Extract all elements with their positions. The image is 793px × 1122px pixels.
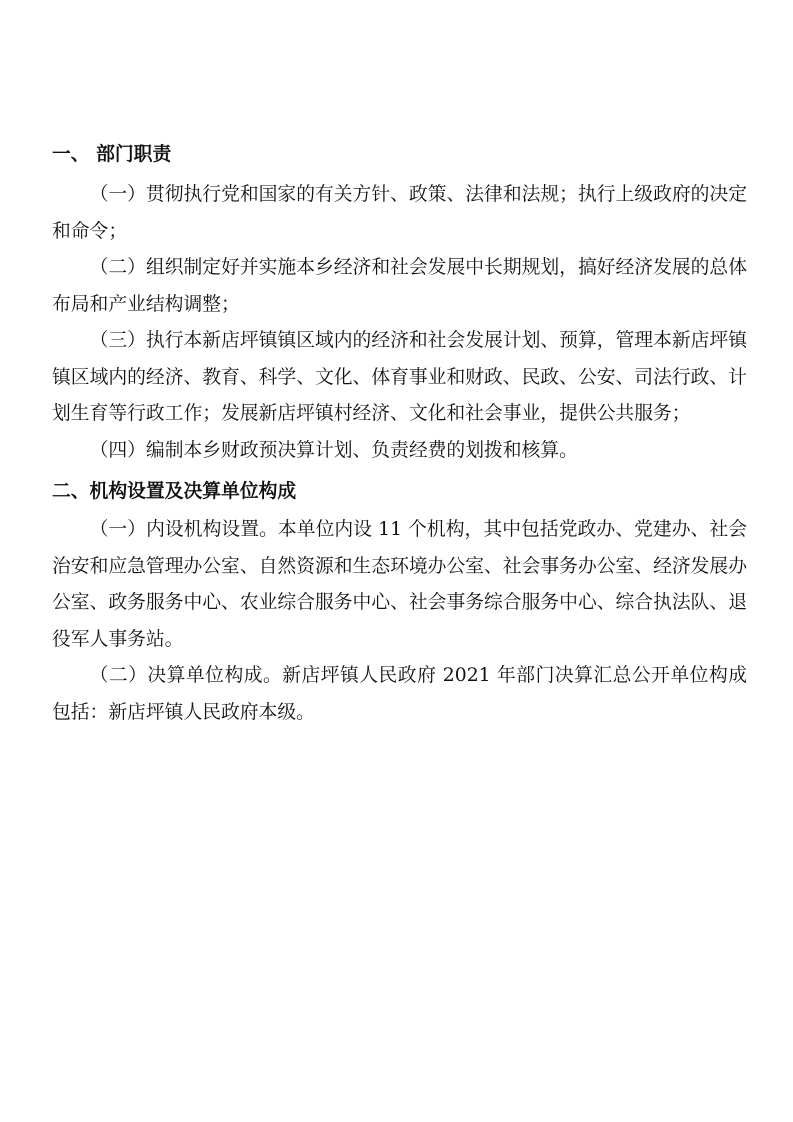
organization-paragraph-1: （一）内设机构设置。本单位内设 11 个机构，其中包括党政办、党建办、社会治安和应急管理办公室、自然资源和生态环境办公室、社会事务办公室、经济发展办公室、政务服务中心、农业综合服务中心、社会事务综合服务中心、综合执法队、退役军人事务站。 — [52, 519, 747, 650]
duty-paragraph-1: （一）贯彻执行党和国家的有关方针、政策、法律和法规；执行上级政府的决定和命令； — [52, 184, 747, 242]
duty-paragraph-2: （二）组织制定好并实施本乡经济和社会发展中长期规划，搞好经济发展的总体布局和产业结构调整； — [52, 257, 747, 315]
section-heading-organization: 二、机构设置及决算单位构成 — [52, 481, 297, 502]
organization-paragraph-2: （二）决算单位构成。新店坪镇人民政府 2021 年部门决算汇总公开单位构成包括：新店坪镇人民政府本级。 — [52, 665, 747, 723]
duty-paragraph-4: （四）编制本乡财政预决算计划、负责经费的划拨和核算。 — [89, 439, 578, 461]
duty-paragraph-3: （三）执行本新店坪镇镇区域内的经济和社会发展计划、预算，管理本新店坪镇镇区域内的经济、教育、科学、文化、体育事业和财政、民政、公安、司法行政、计划生育等行政工作；发展新店坪镇村经济、文化和社会事业，提供公共服务； — [52, 330, 747, 424]
document-body — [52, 135, 747, 731]
section-heading-duties: 一、 部门职责 — [52, 144, 172, 165]
